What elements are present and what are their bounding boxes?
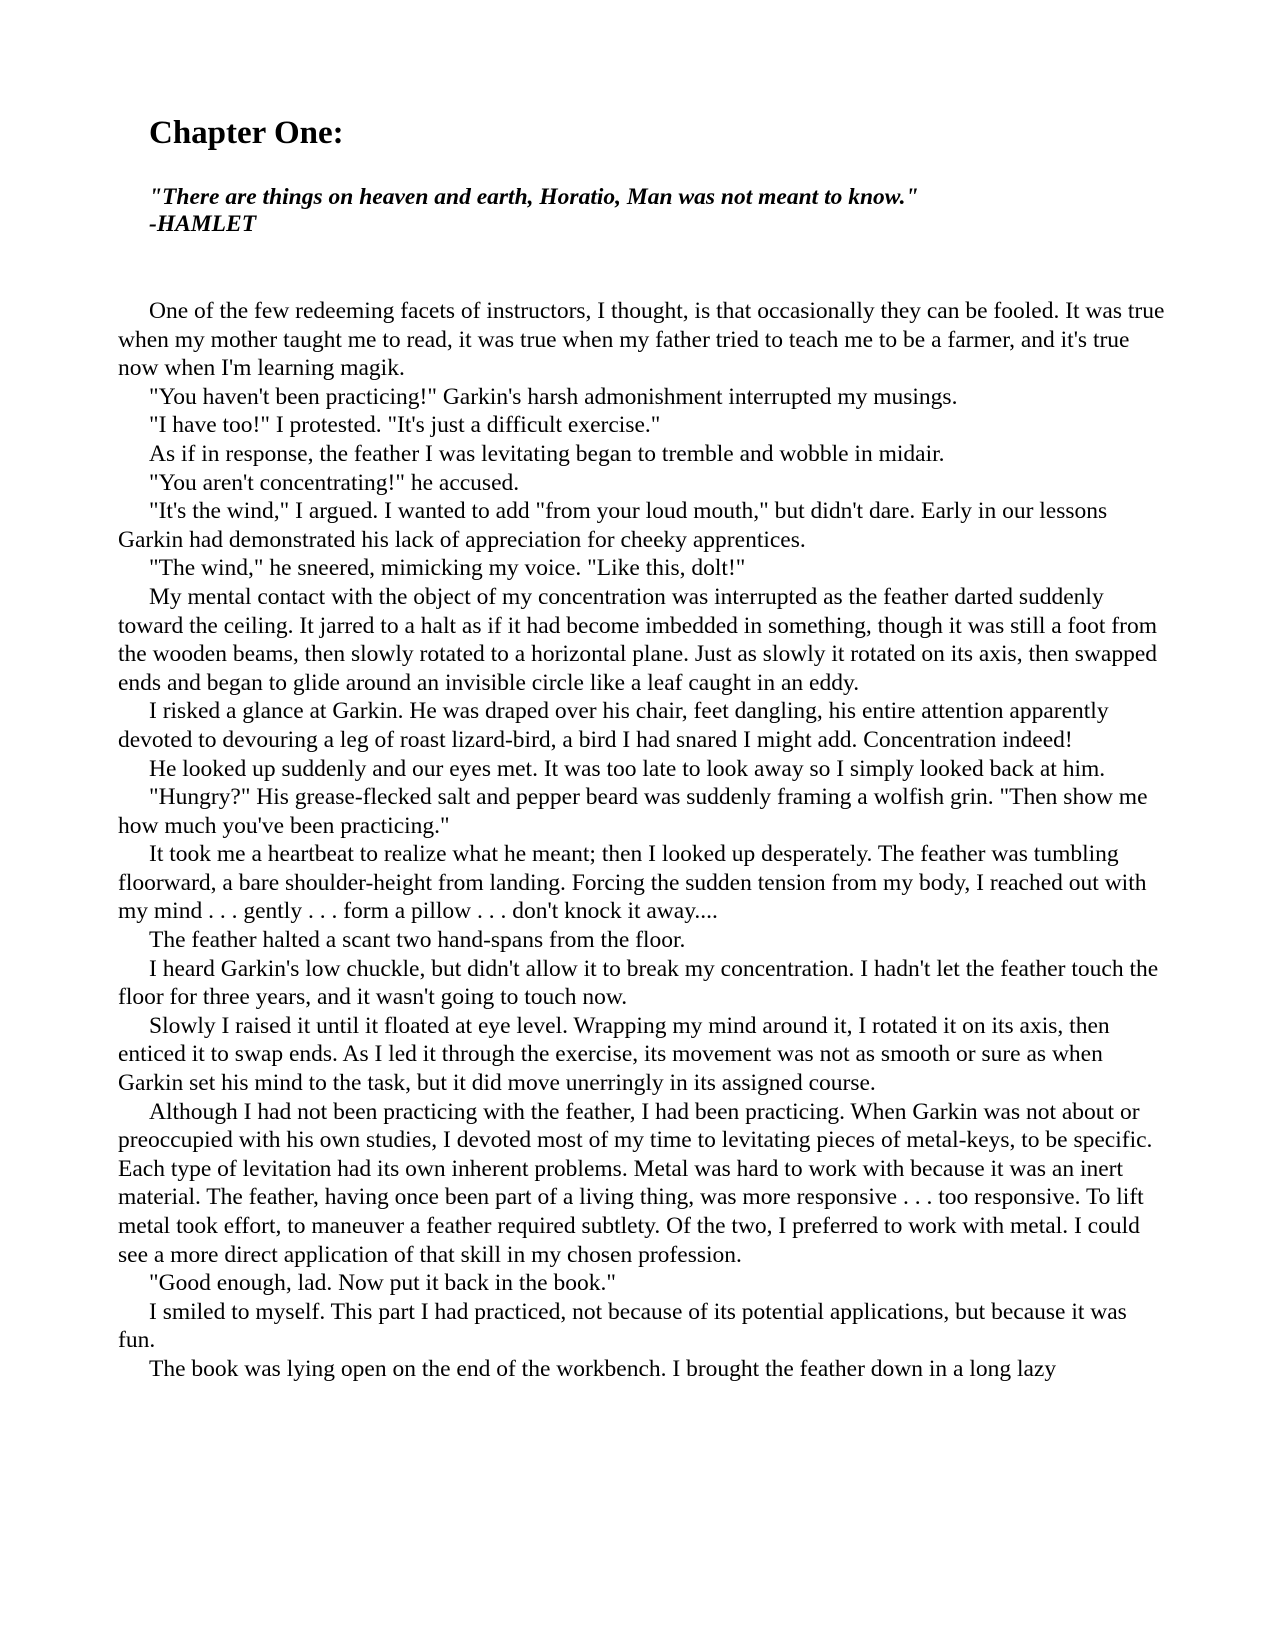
paragraph: "Good enough, lad. Now put it back in the book." (149, 1270, 616, 1297)
epigraph-quote: "There are things on heaven and earth, Horatio, Man was not meant to know." (149, 184, 919, 210)
epigraph (149, 184, 919, 238)
paragraph: "It's the wind," I argued. I wanted to add "from your loud mouth," but didn't dare. Early in our lessons Garkin had demonstrated his lack of appreciation for cheeky apprentices. (118, 498, 1108, 553)
paragraph: My mental contact with the object of my concentration was interrupted as the feather darted suddenly toward the ceiling. It jarred to a halt as if it had become imbedded in something, though it was still a foot from the wooden beams, then slowly rotated to a horizontal plane. Just as slowly it rotated on its axis, then swapped ends and began to glide around an invisible circle like a leaf caught in an eddy. (118, 583, 1158, 696)
paragraph: "You aren't concentrating!" he accused. (149, 469, 520, 496)
paragraph: He looked up suddenly and our eyes met. It was too late to look away so I simply looked back at him. (149, 755, 1106, 782)
paragraph: I risked a glance at Garkin. He was draped over his chair, feet dangling, his entire attention apparently devoted to devouring a leg of roast lizard-bird, a bird I had snared I might add. Concentration indeed! (118, 698, 1109, 753)
paragraph: "I have too!" I protested. "It's just a difficult exercise." (149, 412, 661, 439)
epigraph-attribution: -HAMLET (149, 211, 257, 237)
paragraph: "Hungry?" His grease-flecked salt and pepper beard was suddenly framing a wolfish grin. "Then show me how much you've been practicing." (118, 784, 1148, 839)
paragraph: I smiled to myself. This part I had practiced, not because of its potential applications, but because it was fun. (118, 1298, 1127, 1354)
paragraph: The feather halted a scant two hand-spans from the floor. (149, 927, 686, 954)
chapter-title: Chapter One: (149, 115, 344, 151)
chapter-body (118, 297, 1168, 1384)
paragraph: One of the few redeeming facets of instructors, I thought, is that occasionally they can be fooled. It was true when my mother taught me to read, it was true when my father tried to teach me to be a farmer, and it's true now when I'm learning magik. (118, 298, 1165, 382)
paragraph: Slowly I raised it until it floated at eye level. Wrapping my mind around it, I rotated it on its axis, then enticed it to swap ends. As I led it through the exercise, its movement was not as smooth or sure as when Garkin set his mind to the task, but it did move unerringly in its assigned course. (118, 1012, 1110, 1097)
paragraph: It took me a heartbeat to realize what he meant; then I looked up desperately. The feather was tumbling floorward, a bare shoulder-height from landing. Forcing the sudden tension from my body, I reached out with my mind . . . gently . . . form a pillow . . . don't knock it away.... (118, 841, 1147, 925)
paragraph: "The wind," he sneered, mimicking my voice. "Like this, dolt!" (149, 555, 746, 582)
paragraph: The book was lying open on the end of the workbench. I brought the feather down in a long lazy (149, 1355, 1057, 1382)
paragraph: Although I had not been practicing with the feather, I had been practicing. When Garkin was not about or preoccupied with his own studies, I devoted most of my time to levitating pieces of metal-keys, to be specific. Each type of levitation had its own inherent problems. Metal was hard to work with because it was an inert material. The feather, having once been part of a living thing, was more responsive . . . too responsive. To lift metal took effort, to maneuver a feather required subtlety. Of the two, I preferred to work with metal. I could see a more direct application of that skill in my chosen profession. (118, 1098, 1153, 1268)
paragraph: As if in response, the feather I was levitating began to tremble and wobble in midair. (149, 440, 945, 467)
paragraph: I heard Garkin's low chuckle, but didn't allow it to break my concentration. I hadn't let the feather touch the floor for three years, and it wasn't going to touch now. (118, 955, 1159, 1011)
paragraph: "You haven't been practicing!" Garkin's harsh admonishment interrupted my musings. (149, 383, 958, 410)
